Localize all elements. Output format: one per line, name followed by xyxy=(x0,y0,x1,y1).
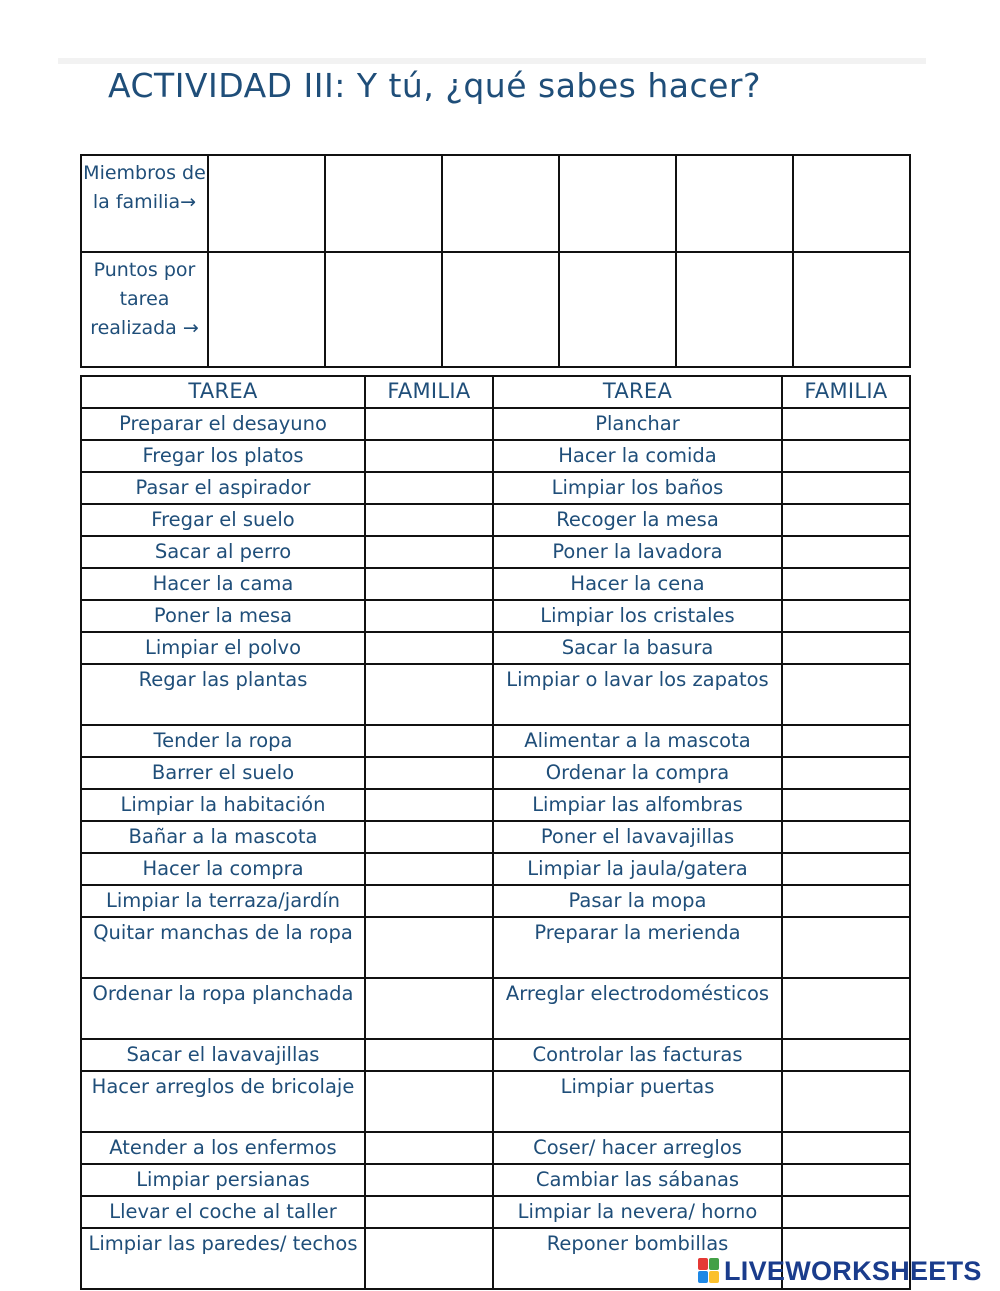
familia-left-cell[interactable] xyxy=(365,568,493,600)
familia-left-cell[interactable] xyxy=(365,632,493,664)
familia-left-cell[interactable] xyxy=(365,1132,493,1164)
task-left: Pasar el aspirador xyxy=(81,472,365,504)
familia-right-cell[interactable] xyxy=(782,600,910,632)
member-cell[interactable] xyxy=(793,155,910,252)
task-right: Alimentar a la mascota xyxy=(493,725,782,757)
header-tarea: TAREA xyxy=(81,376,365,408)
familia-right-cell[interactable] xyxy=(782,504,910,536)
familia-left-cell[interactable] xyxy=(365,725,493,757)
task-left: Tender la ropa xyxy=(81,725,365,757)
table-row xyxy=(81,1132,910,1164)
familia-right-cell[interactable] xyxy=(782,821,910,853)
task-left: Limpiar las paredes/ techos xyxy=(81,1228,365,1289)
task-right: Limpiar la nevera/ horno xyxy=(493,1196,782,1228)
task-right: Limpiar la jaula/gatera xyxy=(493,853,782,885)
table-row xyxy=(81,978,910,1039)
task-left: Sacar al perro xyxy=(81,536,365,568)
task-left: Limpiar la terraza/jardín xyxy=(81,885,365,917)
family-members-table xyxy=(80,154,911,368)
familia-left-cell[interactable] xyxy=(365,536,493,568)
familia-left-cell[interactable] xyxy=(365,789,493,821)
table-row xyxy=(81,789,910,821)
familia-left-cell[interactable] xyxy=(365,1228,493,1289)
task-right: Sacar la basura xyxy=(493,632,782,664)
familia-right-cell[interactable] xyxy=(782,1196,910,1228)
liveworksheets-logo-text: LIVEWORKSHEETS xyxy=(724,1255,982,1286)
familia-right-cell[interactable] xyxy=(782,789,910,821)
points-cell[interactable] xyxy=(442,252,559,367)
task-right: Hacer la comida xyxy=(493,440,782,472)
table-row xyxy=(81,632,910,664)
task-right: Limpiar puertas xyxy=(493,1071,782,1132)
table-row xyxy=(81,600,910,632)
members-label: Miembros de la familia→ xyxy=(81,155,208,252)
familia-right-cell[interactable] xyxy=(782,632,910,664)
member-cell[interactable] xyxy=(208,155,325,252)
task-right: Poner la lavadora xyxy=(493,536,782,568)
familia-left-cell[interactable] xyxy=(365,978,493,1039)
familia-left-cell[interactable] xyxy=(365,885,493,917)
familia-left-cell[interactable] xyxy=(365,408,493,440)
familia-left-cell[interactable] xyxy=(365,1196,493,1228)
members-row xyxy=(81,155,910,252)
familia-left-cell[interactable] xyxy=(365,600,493,632)
task-right: Limpiar o lavar los zapatos xyxy=(493,664,782,725)
familia-left-cell[interactable] xyxy=(365,917,493,978)
table-row xyxy=(81,1196,910,1228)
table-row xyxy=(81,725,910,757)
member-cell[interactable] xyxy=(442,155,559,252)
familia-left-cell[interactable] xyxy=(365,440,493,472)
familia-right-cell[interactable] xyxy=(782,885,910,917)
points-label: Puntos por tarea realizada → xyxy=(81,252,208,367)
points-cell[interactable] xyxy=(676,252,793,367)
table-row xyxy=(81,504,910,536)
table-row xyxy=(81,440,910,472)
liveworksheets-logo-icon xyxy=(698,1258,720,1284)
points-cell[interactable] xyxy=(793,252,910,367)
table-row xyxy=(81,1071,910,1132)
familia-left-cell[interactable] xyxy=(365,821,493,853)
table-row xyxy=(81,536,910,568)
liveworksheets-watermark xyxy=(698,1254,982,1288)
task-right: Planchar xyxy=(493,408,782,440)
task-left: Regar las plantas xyxy=(81,664,365,725)
task-left: Barrer el suelo xyxy=(81,757,365,789)
task-left: Fregar los platos xyxy=(81,440,365,472)
points-cell[interactable] xyxy=(559,252,676,367)
familia-right-cell[interactable] xyxy=(782,725,910,757)
familia-right-cell[interactable] xyxy=(782,408,910,440)
member-cell[interactable] xyxy=(325,155,442,252)
familia-right-cell[interactable] xyxy=(782,664,910,725)
familia-right-cell[interactable] xyxy=(782,853,910,885)
familia-right-cell[interactable] xyxy=(782,917,910,978)
points-row xyxy=(81,252,910,367)
tasks-body xyxy=(81,408,910,1289)
task-left: Limpiar el polvo xyxy=(81,632,365,664)
table-row xyxy=(81,821,910,853)
familia-left-cell[interactable] xyxy=(365,472,493,504)
familia-left-cell[interactable] xyxy=(365,1164,493,1196)
table-row xyxy=(81,1164,910,1196)
page-title: ACTIVIDAD III: Y tú, ¿qué sabes hacer? xyxy=(108,66,762,105)
familia-right-cell[interactable] xyxy=(782,472,910,504)
familia-right-cell[interactable] xyxy=(782,1071,910,1132)
task-right: Cambiar las sábanas xyxy=(493,1164,782,1196)
familia-right-cell[interactable] xyxy=(782,536,910,568)
task-left: Fregar el suelo xyxy=(81,504,365,536)
familia-right-cell[interactable] xyxy=(782,568,910,600)
table-row xyxy=(81,664,910,725)
familia-right-cell[interactable] xyxy=(782,440,910,472)
task-right: Controlar las facturas xyxy=(493,1039,782,1071)
page-top-band xyxy=(58,58,926,64)
task-right: Poner el lavavajillas xyxy=(493,821,782,853)
task-right: Hacer la cena xyxy=(493,568,782,600)
familia-left-cell[interactable] xyxy=(365,1071,493,1132)
task-right: Preparar la merienda xyxy=(493,917,782,978)
table-row xyxy=(81,472,910,504)
familia-left-cell[interactable] xyxy=(365,853,493,885)
table-row xyxy=(81,885,910,917)
tasks-table xyxy=(80,375,911,1290)
task-left: Quitar manchas de la ropa xyxy=(81,917,365,978)
task-left: Hacer la compra xyxy=(81,853,365,885)
table-row xyxy=(81,853,910,885)
task-left: Poner la mesa xyxy=(81,600,365,632)
familia-right-cell[interactable] xyxy=(782,1039,910,1071)
task-left: Limpiar persianas xyxy=(81,1164,365,1196)
points-cell[interactable] xyxy=(208,252,325,367)
table-row xyxy=(81,1039,910,1071)
header-tarea: TAREA xyxy=(493,376,782,408)
table-row xyxy=(81,408,910,440)
task-left: Preparar el desayuno xyxy=(81,408,365,440)
task-left: Bañar a la mascota xyxy=(81,821,365,853)
familia-right-cell[interactable] xyxy=(782,1132,910,1164)
tasks-header-row xyxy=(81,376,910,408)
task-left: Sacar el lavavajillas xyxy=(81,1039,365,1071)
familia-left-cell[interactable] xyxy=(365,504,493,536)
table-row xyxy=(81,917,910,978)
familia-left-cell[interactable] xyxy=(365,757,493,789)
task-left: Ordenar la ropa planchada xyxy=(81,978,365,1039)
task-right: Limpiar las alfombras xyxy=(493,789,782,821)
header-familia: FAMILIA xyxy=(365,376,493,408)
familia-left-cell[interactable] xyxy=(365,1039,493,1071)
task-left: Llevar el coche al taller xyxy=(81,1196,365,1228)
member-cell[interactable] xyxy=(676,155,793,252)
task-left: Hacer arreglos de bricolaje xyxy=(81,1071,365,1132)
task-right: Reponer bombillas xyxy=(493,1228,782,1289)
familia-right-cell[interactable] xyxy=(782,978,910,1039)
task-right: Arreglar electrodomésticos xyxy=(493,978,782,1039)
points-cell[interactable] xyxy=(325,252,442,367)
familia-left-cell[interactable] xyxy=(365,664,493,725)
header-familia: FAMILIA xyxy=(782,376,910,408)
task-left: Atender a los enfermos xyxy=(81,1132,365,1164)
task-right: Coser/ hacer arreglos xyxy=(493,1132,782,1164)
task-left: Hacer la cama xyxy=(81,568,365,600)
task-right: Ordenar la compra xyxy=(493,757,782,789)
table-row xyxy=(81,757,910,789)
table-row xyxy=(81,568,910,600)
familia-right-cell[interactable] xyxy=(782,1164,910,1196)
task-right: Limpiar los baños xyxy=(493,472,782,504)
task-right: Recoger la mesa xyxy=(493,504,782,536)
task-left: Limpiar la habitación xyxy=(81,789,365,821)
task-right: Pasar la mopa xyxy=(493,885,782,917)
familia-right-cell[interactable] xyxy=(782,757,910,789)
task-right: Limpiar los cristales xyxy=(493,600,782,632)
member-cell[interactable] xyxy=(559,155,676,252)
